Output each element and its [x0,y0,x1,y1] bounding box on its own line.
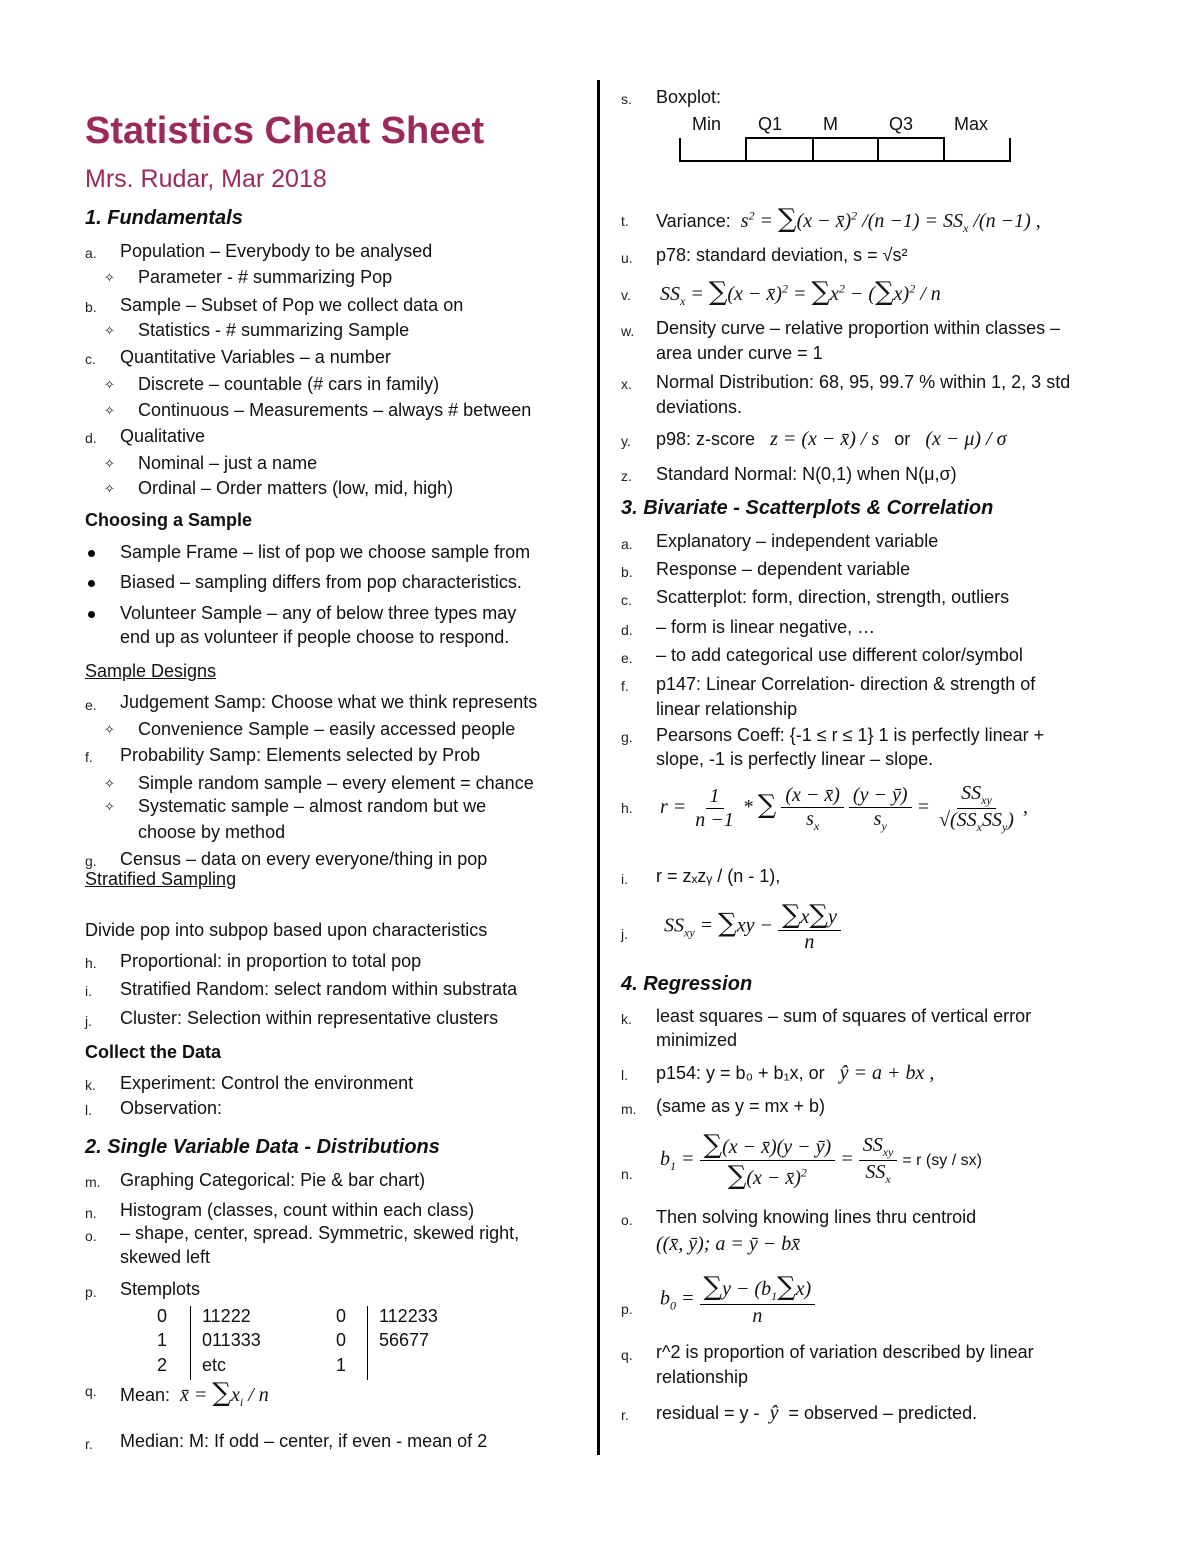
item-centroid: Then solving knowing lines thru centroid [656,1207,977,1227]
diamond-bullet-icon: ✧ [104,456,115,471]
item-label: o. [85,1228,97,1244]
leaf-value: 011333 [202,1330,261,1350]
boxplot-min-label: Min [692,114,722,134]
diamond-bullet-icon: ✧ [104,323,115,338]
single-variable-heading: 2. Single Variable Data - Distributions [85,1136,440,1158]
item-census: Census – data on every everyone/thing in pop [120,849,488,869]
item-label: g. [85,853,97,869]
item-label: l. [85,1102,92,1118]
item-least-squares: least squares – sum of squares of vertical error [656,1006,1032,1026]
diamond-bullet-icon: ✧ [104,722,115,737]
residual-tail: = observed – predicted. [788,1403,978,1423]
item-mean [120,1378,269,1410]
b0-formula: $b_0$ = $\frac{\sum y - (b_1\sum x)}{n}$ [660,1272,815,1328]
item-response: Response – dependent variable [656,559,911,579]
zscore-label: p98: z-score [656,429,756,449]
column-divider [597,80,600,1455]
item-label: f. [85,749,93,765]
line-eq-text: p154: y = b₀ + b₁x, or [656,1063,825,1083]
item-correlation-cont: linear relationship [656,699,798,719]
item-label: k. [621,1011,632,1027]
bivariate-heading: 3. Bivariate - Scatterplots & Correlation [621,497,994,519]
item-label: t. [621,213,629,229]
item-label: j. [621,926,628,942]
item-discrete: Discrete – countable (# cars in family) [138,374,440,394]
item-experiment: Experiment: Control the environment [120,1073,414,1093]
item-simple-random: Simple random sample – every element = chance [138,773,534,793]
item-quantitative: Quantitative Variables – a number [120,347,391,367]
item-label: o. [621,1212,633,1228]
stem-value: 0 [157,1306,168,1326]
variance-formula: $s^2 = \sum(x$ − x̄)$^2$ $/(n -1) = SS_x$ /(n −1) , [735,204,1041,235]
collect-heading: Collect the Data [85,1042,222,1062]
item-label: m. [85,1174,101,1190]
item-label: z. [621,468,632,484]
item-label: g. [621,729,633,745]
item-sample: Sample – Subset of Pop we collect data on [120,295,464,315]
leaf-value: 112233 [379,1306,438,1326]
item-shape-cont: skewed left [120,1247,211,1267]
diamond-bullet-icon: ✧ [104,403,115,418]
item-label: p. [85,1284,97,1300]
item-label: q. [85,1383,97,1399]
item-zscore [656,428,1006,451]
item-label: c. [85,351,96,367]
item-r-zscores: r = zₓzᵧ / (n - 1), [656,866,781,886]
boxplot-max-label: Max [954,114,989,134]
bullet-icon [88,611,95,618]
item-label: k. [85,1077,96,1093]
item-variance [656,204,1041,236]
stemplot-divider [190,1306,191,1380]
item-continuous: Continuous – Measurements – always # between [138,400,532,420]
leaf-value: 11222 [202,1306,251,1326]
item-volunteer-cont: end up as volunteer if people choose to respond. [120,627,510,647]
b1-formula: $b_1$ = $\frac{\sum(x - x̄)(y - ȳ)}{\sum(x - x̄)^2}$ = $\frac{SS_{xy}}{SS_x}$ = r (sy / sx) [660,1130,982,1191]
item-categorical: – to add categorical use different color/symbol [656,645,1023,665]
stem-value: 2 [157,1355,168,1375]
stemplot-divider [367,1306,368,1380]
item-standard-normal: Standard Normal: N(0,1) when N(μ,σ) [656,464,957,484]
item-label: j. [85,1013,92,1029]
fundamentals-heading: 1. Fundamentals [85,207,243,229]
item-graphing: Graphing Categorical: Pie & bar chart) [120,1170,426,1190]
item-label: d. [85,430,97,446]
item-r-squared-cont: relationship [656,1367,749,1387]
stem-value: 1 [157,1330,168,1350]
item-label: i. [85,983,92,999]
item-cluster: Cluster: Selection within representative clusters [120,1008,499,1028]
diamond-bullet-icon: ✧ [104,776,115,791]
zscore-formula-pop: (x − μ) / σ [915,428,1007,450]
item-label: i. [621,871,628,887]
item-scatterplot: Scatterplot: form, direction, strength, outliers [656,587,1010,607]
diamond-bullet-icon: ✧ [104,270,115,285]
item-label: r. [85,1436,93,1452]
item-label: p. [621,1301,633,1317]
mean-formula: x̄ = $\sum x_i$ / n [175,1378,269,1409]
variance-label: Variance: [656,211,731,231]
item-label: u. [621,250,633,266]
item-qualitative: Qualitative [120,426,206,446]
item-label: w. [621,323,635,339]
item-parameter: Parameter - # summarizing Pop [138,267,393,287]
residual-text: residual = y - [656,1403,760,1423]
item-probability: Probability Samp: Elements selected by Prob [120,745,481,765]
leaf-value: 56677 [379,1330,430,1350]
stem-value: 0 [336,1330,347,1350]
item-r-squared: r^2 is proportion of variation described by linear [656,1342,1034,1362]
ssx-formula: $SS_x = \sum(x$ − x̄)$^2$ = $\sum x^2 - (\sum x)^2 / n$ [660,277,941,308]
item-judgement: Judgement Samp: Choose what we think represents [120,692,538,712]
item-least-squares-cont: minimized [656,1030,738,1050]
item-pearsons: Pearsons Coeff: {-1 ≤ r ≤ 1} 1 is perfectly linear + [656,725,1045,745]
item-label: x. [621,376,632,392]
item-label: c. [621,592,632,608]
item-histogram: Histogram (classes, count within each class) [120,1200,475,1220]
regression-heading: 4. Regression [621,973,753,995]
item-label: r. [621,1407,629,1423]
item-normal-cont: deviations. [656,397,743,417]
page-subtitle: Mrs. Rudar, Mar 2018 [85,165,327,193]
page-title: Statistics Cheat Sheet [85,110,485,152]
item-label: a. [621,536,633,552]
item-boxplot: Boxplot: [656,87,722,107]
item-normal: Normal Distribution: 68, 95, 99.7 % within 1, 2, 3 std [656,372,1071,392]
item-label: h. [85,955,97,971]
item-label: s. [621,91,632,107]
item-sample-frame: Sample Frame – list of pop we choose sample from [120,542,531,562]
item-label: a. [85,245,97,261]
item-systematic: Systematic sample – almost random but we [138,796,487,816]
stratified-text: Divide pop into subpop based upon characteristics [85,920,488,940]
item-label: b. [621,564,633,580]
item-form: – form is linear negative, … [656,617,876,637]
item-nominal: Nominal – just a name [138,453,318,473]
item-biased: Biased – sampling differs from pop characteristics. [120,572,522,592]
item-label: v. [621,287,631,303]
item-same-as: (same as y = mx + b) [656,1096,826,1116]
boxplot-q1-label: Q1 [758,114,783,134]
item-label: e. [85,697,97,713]
bullet-icon [88,580,95,587]
item-volunteer: Volunteer Sample – any of below three types may [120,603,517,623]
item-label: m. [621,1101,637,1117]
diamond-bullet-icon: ✧ [104,377,115,392]
item-explanatory: Explanatory – independent variable [656,531,939,551]
line-eq-formula: ŷ = a + bx , [829,1062,935,1084]
choosing-heading: Choosing a Sample [85,510,253,530]
item-label: y. [621,433,631,449]
bullet-icon [88,550,95,557]
boxplot-q3-label: Q3 [889,114,914,134]
diamond-bullet-icon: ✧ [104,481,115,496]
item-label: b. [85,299,97,315]
item-convenience: Convenience Sample – easily accessed people [138,719,516,739]
item-label: f. [621,678,629,694]
item-label: d. [621,622,633,638]
zscore-formula: z = (x − x̄) / s [760,428,890,450]
item-label: l. [621,1067,628,1083]
item-ordinal: Ordinal – Order matters (low, mid, high) [138,478,454,498]
stem-value: 1 [336,1355,347,1375]
item-proportional: Proportional: in proportion to total pop [120,951,422,971]
item-std-dev: p78: standard deviation, s = √s² [656,245,908,265]
item-density: Density curve – relative proportion within classes – [656,318,1061,338]
designs-heading: Sample Designs [85,661,217,681]
item-shape: – shape, center, spread. Symmetric, skewed right, [120,1223,520,1243]
leaf-value: etc [202,1355,227,1375]
residual-yhat: ŷ [764,1402,784,1424]
b1-tail: = r (sy / sx) [902,1152,982,1170]
diamond-bullet-icon: ✧ [104,799,115,814]
item-residual [656,1402,977,1425]
stem-value: 0 [336,1306,347,1326]
stratified-heading: Stratified Sampling [85,869,237,889]
item-systematic-cont: choose by method [138,822,286,842]
item-median: Median: M: If odd – center, if even - mean of 2 [120,1431,488,1451]
item-population: Population – Everybody to be analysed [120,241,433,261]
item-density-cont: area under curve = 1 [656,343,823,363]
boxplot-diagram [676,134,1016,166]
item-line-eq [656,1062,934,1085]
item-label: e. [621,650,633,666]
item-label: q. [621,1347,633,1363]
r-formula: r = $\frac{1}{n -1}$ * ∑ $\frac{(x - x̄)}{s_x}$ $\frac{(y - ȳ)}{s_y}$ = $\frac{SS_{xy}}{√(SS_xSS_y)}$ , [660,782,1028,834]
item-correlation: p147: Linear Correlation- direction & strength of [656,674,1036,694]
item-pearsons-cont: slope, -1 is perfectly linear – slope. [656,749,934,769]
ssxy-formula: $SS_{xy} = \sum xy$ − $\frac{\sum x\sum y}{n}$ [664,900,841,954]
item-statistics: Statistics - # summarizing Sample [138,320,410,340]
item-label: n. [621,1166,633,1182]
zscore-or: or [894,429,911,449]
item-label: n. [85,1205,97,1221]
item-observation: Observation: [120,1098,223,1118]
mean-label: Mean: [120,1385,171,1405]
item-stratified-random: Stratified Random: select random within substrata [120,979,518,999]
centroid-formula: ((x̄, ȳ); a = ȳ − bx̄ [656,1233,801,1255]
item-stemplots: Stemplots [120,1279,201,1299]
item-label: h. [621,800,633,816]
boxplot-median-label: M [823,114,838,134]
